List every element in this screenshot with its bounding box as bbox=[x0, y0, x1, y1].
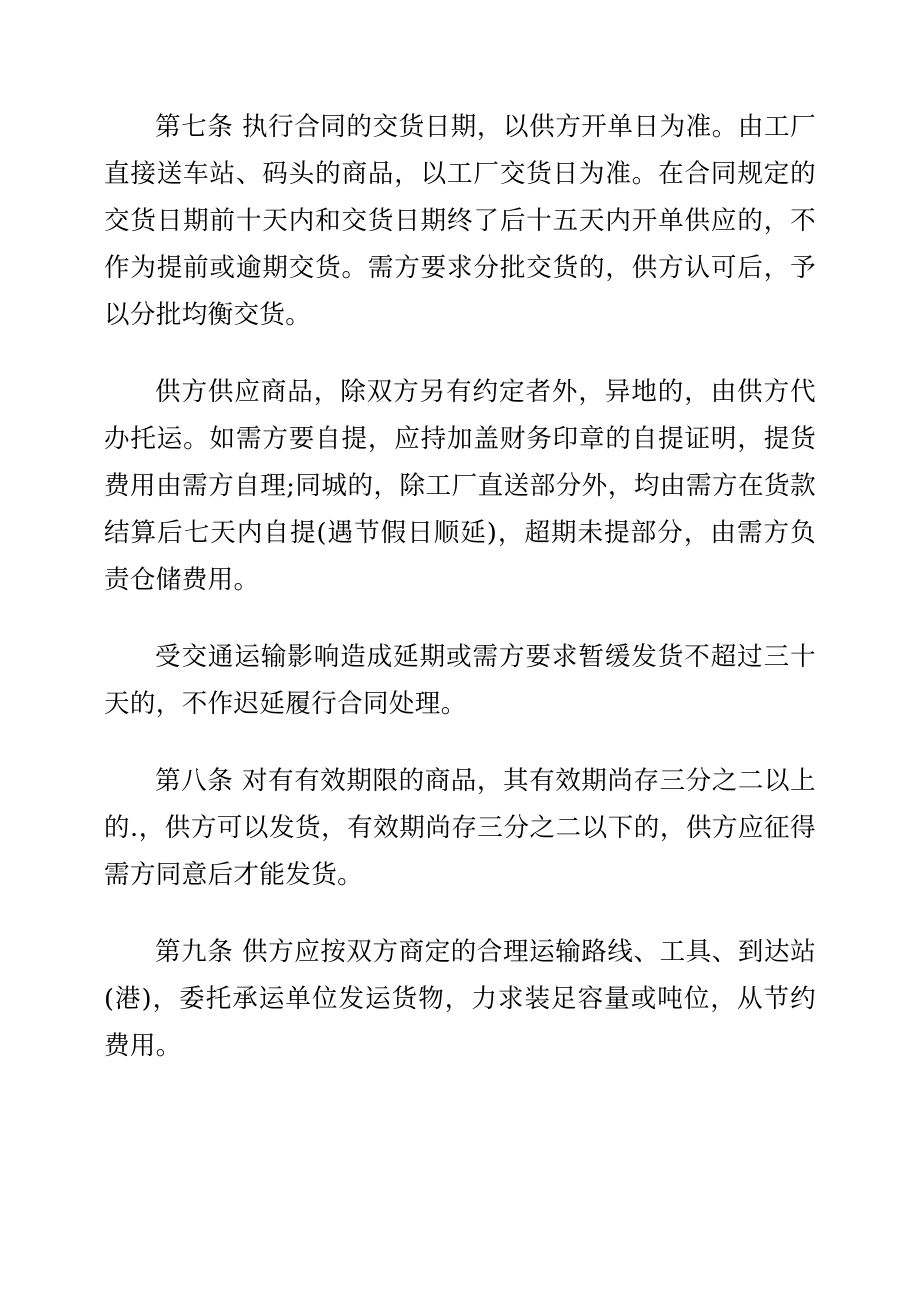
paragraph-article-seven: 第七条 执行合同的交货日期，以供方开单日为准。由工厂直接送车站、码头的商品，以工厂交货日为准。在合同规定的交货日期前十天内和交货日期终了后十五天内开单供应的，不作为提前或逾期交货。需方要求分批交货的，供方认可后，予以分批均衡交货。 bbox=[104, 112, 816, 330]
paragraph-delivery-consignment: 供方供应商品，除双方另有约定者外，异地的，由供方代办托运。如需方要自提，应持加盖财务印章的自提证明，提货费用由需方自理;同城的，除工厂直送部分外，均由需方在货款结算后七天内自提(遇节假日顺延)，超期未提部分，由需方负责仓储费用。 bbox=[104, 377, 816, 595]
paragraph-article-nine: 第九条 供方应按双方商定的合理运输路线、工具、到达站(港)，委托承运单位发运货物，力求装足容量或吨位，从节约费用。 bbox=[104, 937, 816, 1061]
document-body bbox=[104, 104, 816, 1070]
paragraph-article-eight: 第八条 对有有效期限的商品，其有效期尚存三分之二以上的.，供方可以发货，有效期尚存三分之二以下的，供方应征得需方同意后才能发货。 bbox=[104, 766, 816, 890]
paragraph-transport-delay: 受交通运输影响造成延期或需方要求暂缓发货不超过三十天的，不作迟延履行合同处理。 bbox=[104, 642, 816, 719]
